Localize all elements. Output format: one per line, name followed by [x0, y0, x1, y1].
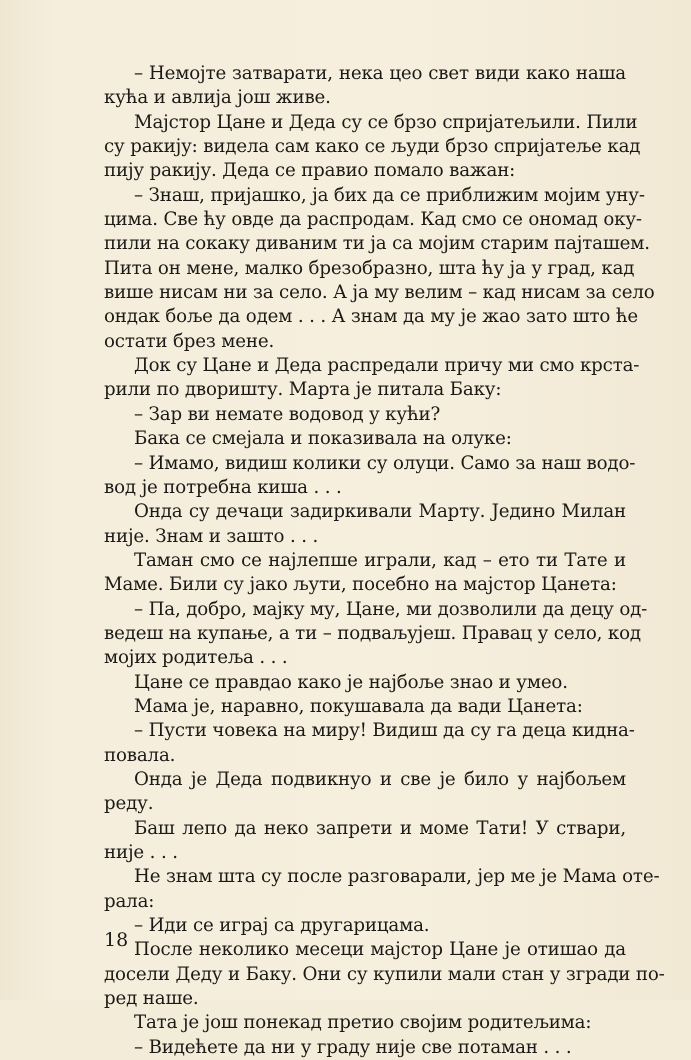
text-line: Таман смо се најлепше играли, кад – ето ти Тате и [134, 549, 626, 571]
text-line: није . . . [104, 842, 178, 863]
text-line: пију ракију. Деда се правио помало важан: [104, 160, 516, 182]
text-line: остати брез мене. [104, 330, 275, 352]
text-line: – Видећете да ни у граду није све потаман . . . [134, 1036, 572, 1058]
paragraph [104, 865, 660, 914]
paragraph [104, 111, 641, 184]
text-line: Онда су дечаци задиркивали Марту. Једино Милан [134, 501, 626, 523]
paragraph [104, 695, 626, 719]
text-line: досели Деду и Баку. Они су купили мали стан у згради по- [104, 963, 665, 985]
text-line: повала. [104, 744, 176, 766]
paragraph [104, 549, 626, 598]
paragraph [104, 1036, 626, 1060]
paragraph [104, 817, 626, 866]
text-line: Тата је још понекад претио својим родитељима: [134, 1012, 592, 1034]
text-line: Не знам шта су после разговарали, јер ме је Мама оте- [134, 866, 660, 888]
text-line: – Па, добро, мајку му, Цане, ми дозволили да децу од- [134, 598, 648, 620]
paragraph [104, 671, 626, 695]
text-line: – Иди се играј са другарицама. [134, 915, 430, 937]
text-line: – Имамо, видиш колики су олуци. Само за наш водо- [134, 452, 636, 474]
text-line: Мама је, наравно, покушавала да вади Цанета: [134, 695, 583, 717]
text-line: Цане се правдао како је најбоље знао и умео. [134, 671, 568, 693]
text-line: су ракију: видела сам како се људи брзо спријатеље кад [104, 136, 641, 158]
text-line: Док су Цане и Деда распредали причу ми смо крста- [134, 355, 640, 377]
text-line: Бака се смејала и показивала на олуке: [134, 428, 512, 450]
paragraph [104, 62, 626, 111]
text-line: ондак боље да одем . . . А знам да му је жао зато што ће [104, 306, 639, 328]
text-line: После неколико месеци мајстор Цане је отишао да [134, 939, 626, 961]
paragraph [104, 184, 655, 354]
text-line: Пита он мене, малко брезобразно, шта ћу ја у град, кад [104, 257, 635, 279]
paragraph [104, 598, 648, 671]
paragraph [104, 768, 626, 817]
paragraph [104, 427, 626, 451]
text-line: ред наше. [104, 988, 199, 1010]
text-line: цима. Све ћу овде да распродам. Кад смо се ономад оку- [104, 209, 642, 231]
text-line: кућа и авлија још живе. [104, 87, 331, 109]
text-line: рала: [104, 890, 155, 912]
text-line: ведеш на купање, а ти – подваљујеш. Правац у село, код [104, 622, 641, 644]
text-line: мојих родитеља . . . [104, 647, 288, 669]
paragraph [104, 938, 665, 1011]
text-line: вод је потребна киша . . . [104, 476, 342, 498]
text-line: реду. [104, 793, 154, 815]
body-text [104, 62, 665, 1060]
paragraph [104, 1011, 626, 1035]
paragraph [104, 452, 636, 501]
text-line: није. Знам и зашто . . . [104, 525, 319, 547]
paragraph [104, 403, 626, 427]
page-number: 18 [104, 929, 129, 951]
text-line: Мајстор Цане и Деда су се брзо спријатељили. Пили [134, 111, 638, 133]
text-line: Маме. Били су јако љути, посебно на мајстор Цанета: [104, 574, 617, 596]
text-line: Онда је Деда подвикнуо и све је било у најбољем [134, 768, 626, 790]
text-line: – Пусти човека на миру! Видиш да су га деца кидна- [134, 720, 635, 742]
text-line: – Немојте затварати, нека цео свет види како наша [134, 63, 626, 84]
paragraph [104, 354, 640, 403]
text-line: – Зар ви немате водовод у кући? [134, 403, 441, 425]
text-line: Баш лепо да неко запрети и моме Тати! У ствари, [134, 817, 626, 839]
paragraph [104, 914, 626, 938]
text-line: – Знаш, пријашко, ја бих да се приближим мојим уну- [134, 184, 645, 206]
paragraph [104, 500, 626, 549]
text-line: више нисам ни за село. А ја му велим – кад нисам за село [104, 282, 655, 304]
paragraph [104, 719, 635, 768]
text-line: рили по дворишту. Марта је питала Баку: [104, 379, 502, 401]
text-line: пили на сокаку диваним ти ја са мојим старим пајташем. [104, 233, 650, 255]
